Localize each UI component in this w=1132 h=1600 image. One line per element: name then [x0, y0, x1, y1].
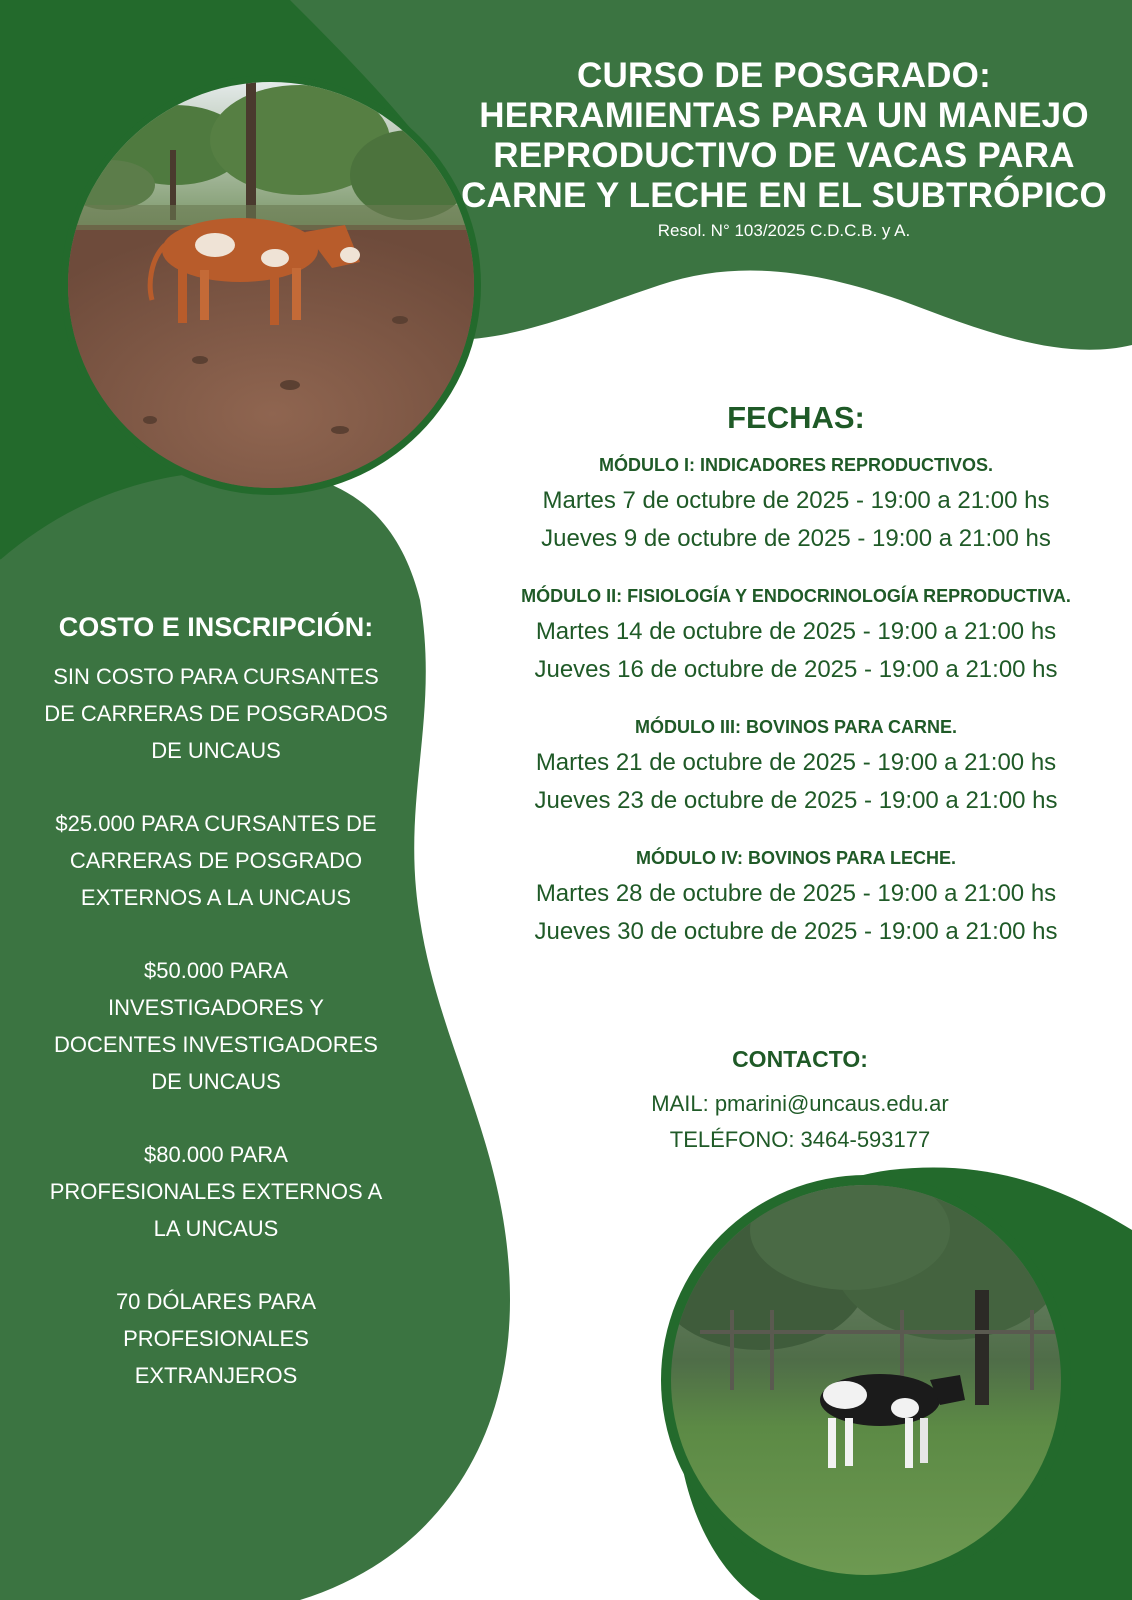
- module-block: [470, 581, 1122, 689]
- resolution-number: Resol. N° 103/2025 C.D.C.B. y A.: [657, 221, 911, 240]
- session-date: Martes 7 de octubre de 2025 - 19:00 a 21:00 hs: [542, 487, 1050, 514]
- cost-line: $25.000 PARA CURSANTES DE: [55, 811, 377, 836]
- course-header: [452, 56, 1116, 244]
- contact-heading: CONTACTO:: [732, 1046, 868, 1072]
- module-block: [470, 712, 1122, 820]
- cost-heading: COSTO E INSCRIPCIÓN:: [58, 612, 374, 642]
- session-date: Jueves 30 de octubre de 2025 - 19:00 a 21:00 hs: [534, 918, 1058, 945]
- cost-item: [20, 658, 412, 769]
- contact-phone: TELÉFONO: 3464-593177: [669, 1127, 931, 1152]
- cost-line: PROFESIONALES: [123, 1326, 309, 1351]
- cost-item: [20, 1136, 412, 1247]
- cost-line: $80.000 PARA: [144, 1142, 288, 1167]
- cost-line: DE UNCAUS: [151, 738, 281, 763]
- cost-item: [20, 805, 412, 916]
- module-title: MÓDULO III: BOVINOS PARA CARNE.: [634, 717, 957, 737]
- cost-line: LA UNCAUS: [153, 1216, 279, 1241]
- cost-line: DE CARRERAS DE POSGRADOS: [44, 701, 388, 726]
- session-date: Martes 14 de octubre de 2025 - 19:00 a 21:00 hs: [535, 618, 1057, 645]
- cost-line: PROFESIONALES EXTERNOS A: [49, 1179, 383, 1204]
- contact-section: [580, 1042, 1020, 1158]
- cost-section: [20, 610, 412, 1430]
- cost-line: CARRERAS DE POSGRADO: [69, 848, 363, 873]
- cost-line: INVESTIGADORES Y: [108, 995, 324, 1020]
- cost-line: EXTERNOS A LA UNCAUS: [80, 885, 352, 910]
- cost-item: [20, 952, 412, 1100]
- title-line-1: CURSO DE POSGRADO:: [577, 56, 991, 95]
- cost-line: DOCENTES INVESTIGADORES: [54, 1032, 378, 1057]
- cost-line: $50.000 PARA: [144, 958, 288, 983]
- module-title: MÓDULO IV: BOVINOS PARA LECHE.: [635, 848, 957, 868]
- module-block: [470, 843, 1122, 951]
- title-line-4: CARNE Y LECHE EN EL SUBTRÓPICO: [461, 176, 1107, 215]
- contact-mail: MAIL: pmarini@uncaus.edu.ar: [651, 1091, 949, 1116]
- dates-section: [470, 398, 1122, 974]
- cost-line: EXTRANJEROS: [134, 1363, 298, 1388]
- cost-item: [20, 1283, 412, 1394]
- module-title: MÓDULO I: INDICADORES REPRODUCTIVOS.: [598, 455, 993, 475]
- cost-line: SIN COSTO PARA CURSANTES: [53, 664, 379, 689]
- title-line-2: HERRAMIENTAS PARA UN MANEJO: [479, 96, 1089, 135]
- module-title: MÓDULO II: FISIOLOGÍA Y ENDOCRINOLOGÍA REPRODUCTIVA.: [521, 586, 1071, 606]
- dates-heading: FECHAS:: [727, 400, 865, 435]
- session-date: Martes 21 de octubre de 2025 - 19:00 a 21:00 hs: [535, 749, 1057, 776]
- session-date: Jueves 23 de octubre de 2025 - 19:00 a 21:00 hs: [534, 787, 1058, 814]
- module-block: [470, 450, 1122, 558]
- cost-line: DE UNCAUS: [151, 1069, 281, 1094]
- session-date: Jueves 9 de octubre de 2025 - 19:00 a 21:00 hs: [541, 525, 1051, 552]
- session-date: Jueves 16 de octubre de 2025 - 19:00 a 21:00 hs: [534, 656, 1058, 683]
- session-date: Martes 28 de octubre de 2025 - 19:00 a 21:00 hs: [535, 880, 1057, 907]
- cost-line: 70 DÓLARES PARA: [115, 1289, 317, 1314]
- title-line-3: REPRODUCTIVO DE VACAS PARA: [493, 136, 1075, 175]
